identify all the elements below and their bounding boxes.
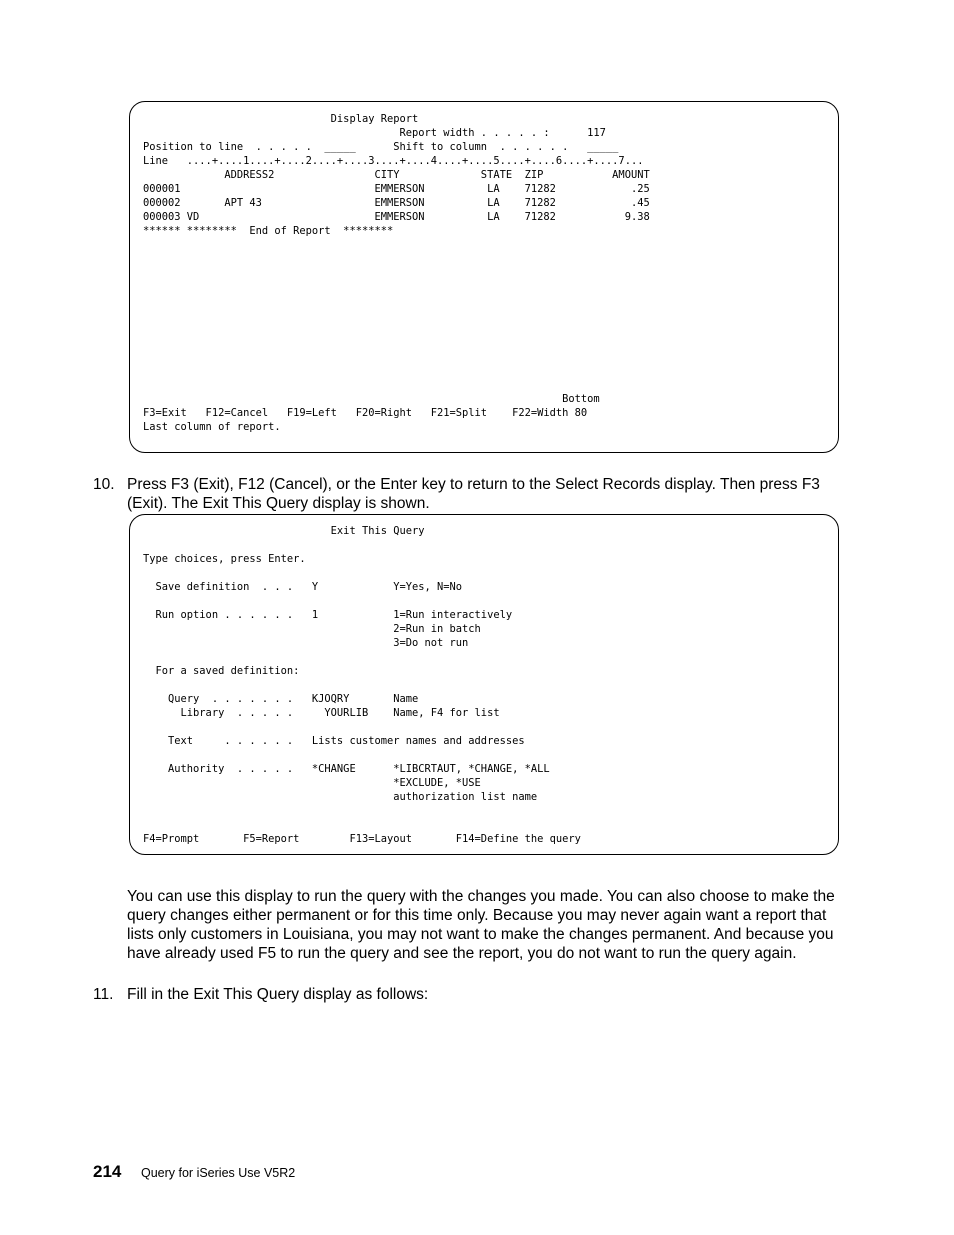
book-title: Query for iSeries Use V5R2 bbox=[141, 1166, 296, 1180]
exit-query-line: authorization list name bbox=[143, 791, 538, 803]
exit-query-line: Save definition . . . Y Y=Yes, N=No bbox=[143, 581, 463, 593]
report-line: Report width . . . . . : 117 bbox=[143, 127, 606, 139]
exit-query-content bbox=[143, 524, 581, 846]
report-line: F3=Exit F12=Cancel F19=Left F20=Right F21=Split F22=Width 80 bbox=[143, 407, 588, 419]
explanation-paragraph: You can use this display to run the query with the changes you made. You can also choose to make the query changes either permanent or for this time only. Because you may never again want a report that lists only customers in Louisiana, you may not want to make the changes permanent. And because you have already used F5 to run the query and see the report, you do not want to run the query again. bbox=[127, 888, 835, 962]
exit-query-line: For a saved definition: bbox=[143, 665, 300, 677]
exit-query-line: Library . . . . . YOURLIB Name, F4 for list bbox=[143, 707, 500, 719]
report-line: 000002 APT 43 EMMERSON LA 71282 .45 bbox=[143, 197, 650, 209]
exit-query-line: Run option . . . . . . 1 1=Run interactively bbox=[143, 609, 513, 621]
display-report-content bbox=[143, 112, 650, 434]
step-10-number: 10. bbox=[93, 476, 115, 493]
report-line: 000003 VD EMMERSON LA 71282 9.38 bbox=[143, 211, 650, 223]
report-line: Position to line . . . . . _____ Shift to column . . . . . . _____ bbox=[143, 141, 619, 153]
exit-query-line: Query . . . . . . . KJOQRY Name bbox=[143, 693, 419, 705]
exit-query-line: Authority . . . . . *CHANGE *LIBCRTAUT, *CHANGE, *ALL bbox=[143, 763, 550, 775]
report-line: ****** ******** End of Report ******** bbox=[143, 225, 394, 237]
exit-query-line: Text . . . . . . Lists customer names and addresses bbox=[143, 735, 525, 747]
step-11-text: Fill in the Exit This Query display as follows: bbox=[127, 986, 429, 1003]
report-line: Line ....+....1....+....2....+....3....+....4....+....5....+....6....+....7... bbox=[143, 155, 644, 167]
exit-query-line: F4=Prompt F5=Report F13=Layout F14=Define the query bbox=[143, 833, 581, 845]
exit-query-line: Type choices, press Enter. bbox=[143, 553, 306, 565]
step-10-text: Press F3 (Exit), F12 (Cancel), or the Enter key to return to the Select Records display. Then press F3 (Exit). The Exit This Query display is shown. bbox=[127, 476, 820, 512]
exit-query-line: Exit This Query bbox=[143, 525, 425, 537]
exit-query-line: 2=Run in batch bbox=[143, 623, 481, 635]
report-line: 000001 EMMERSON LA 71282 .25 bbox=[143, 183, 650, 195]
page-number: 214 bbox=[93, 1162, 122, 1181]
report-line: Last column of report. bbox=[143, 421, 281, 433]
report-line: Bottom bbox=[143, 393, 600, 405]
report-line: ADDRESS2 CITY STATE ZIP AMOUNT bbox=[143, 169, 650, 181]
exit-query-line: 3=Do not run bbox=[143, 637, 469, 649]
exit-query-line: *EXCLUDE, *USE bbox=[143, 777, 481, 789]
step-11-number: 11. bbox=[93, 986, 114, 1003]
report-line: Display Report bbox=[143, 113, 419, 125]
